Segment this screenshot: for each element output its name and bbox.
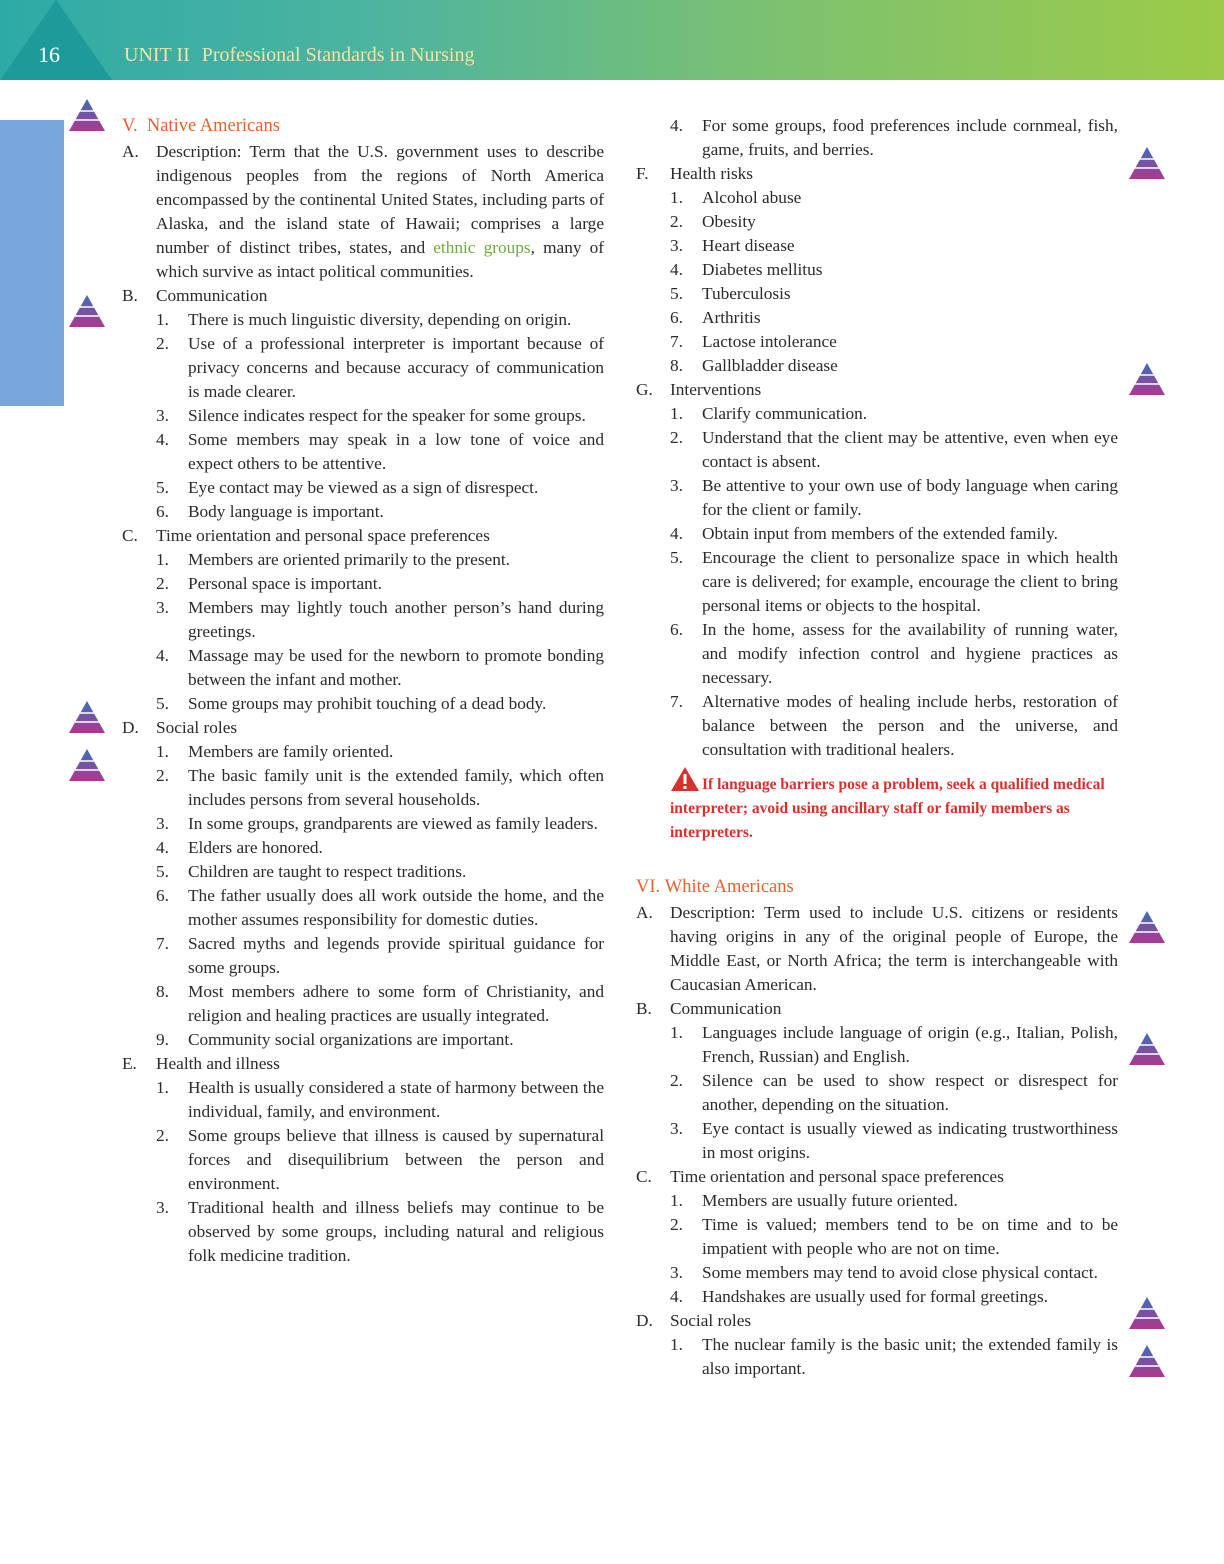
item-text: Obtain input from members of the extended family. [702,524,1058,543]
pyramid-icon [68,98,106,132]
list-item [122,692,604,716]
list-item [122,1076,604,1124]
item-number: 5. [670,548,683,567]
item-number: 1. [156,310,169,329]
subsection-title: Communication [670,999,782,1018]
item-text: There is much linguistic diversity, depending on origin. [188,310,572,329]
subsection-heading [636,378,1118,402]
item-text: Arthritis [702,308,761,327]
item-text: Massage may be used for the newborn to promote bonding between the infant and mother. [188,646,604,689]
subsection-label: B. [636,999,652,1018]
list-item [636,354,1118,378]
item-text: Eye contact is usually viewed as indicating trustworthiness in most origins. [702,1119,1118,1162]
list [122,308,604,524]
section-heading-white-americans [636,875,1118,899]
subsection-label: F. [636,164,649,183]
subsection-label: A. [122,142,139,161]
subsection-heading [122,284,604,308]
list [636,1021,1118,1165]
item-text: Alternative modes of healing include herbs, restoration of balance between the person and the universe, and consultation with traditional healers. [702,692,1118,759]
subsection-label: C. [122,526,138,545]
subsection-title: Social roles [670,1311,752,1330]
item-number: 3. [156,406,169,425]
item-number: 3. [670,1119,683,1138]
section-number: VI. [636,877,661,897]
item-text: Community social organizations are important. [188,1030,514,1049]
item-number: 1. [670,188,683,207]
list-item [636,1117,1118,1165]
item-text: Health is usually considered a state of harmony between the individual, family, and environment. [188,1078,604,1121]
list-item [122,404,604,428]
item-text: Be attentive to your own use of body language when caring for the client or family. [702,476,1118,519]
item-text: Members may lightly touch another person’s hand during greetings. [188,598,604,641]
description-text-pre: Description: Term that the U.S. government uses to describe indigenous peoples from the regions of North America encompassed by the continental United States, including parts of Alaska, and the island state of Hawaii; comprises a large number of distinct tribes, states, and [156,142,604,257]
list-item [636,1261,1118,1285]
list-item [636,426,1118,474]
list-item [122,644,604,692]
item-number: 2. [156,334,169,353]
list-item [636,258,1118,282]
unit-title [124,44,475,67]
subsection-label: A. [636,903,653,922]
item-number: 7. [670,692,683,711]
subsection-heading [636,162,1118,186]
item-number: 2. [670,1215,683,1234]
item-number: 5. [156,478,169,497]
list-item [636,234,1118,258]
item-number: 6. [156,502,169,521]
description-paragraph [122,140,604,284]
item-text: Use of a professional interpreter is important because of privacy concerns and because accuracy of communication is made clearer. [188,334,604,401]
list-item [122,476,604,500]
section-number: V. [122,116,138,136]
item-number: 9. [156,1030,169,1049]
item-number: 6. [156,886,169,905]
list-item [122,980,604,1028]
item-number: 4. [670,260,683,279]
subsection-heading [636,997,1118,1021]
pyramid-icon [68,748,106,782]
item-number: 2. [670,428,683,447]
item-number: 2. [156,766,169,785]
list-item [122,1196,604,1268]
pyramid-icon [1128,910,1166,944]
item-number: 1. [670,1191,683,1210]
list-item [636,114,1118,162]
list-item [122,860,604,884]
list-item [636,282,1118,306]
item-text: In the home, assess for the availability of running water, and modify infection control and hygiene practices as necessary. [702,620,1118,687]
warning-icon [670,766,700,792]
item-number: 1. [156,1078,169,1097]
item-text: Silence can be used to show respect or disrespect for another, depending on the situation. [702,1071,1118,1114]
pyramid-icon [1128,1296,1166,1330]
item-text: Some members may speak in a low tone of voice and expect others to be attentive. [188,430,604,473]
list [636,402,1118,762]
subsection-label: E. [122,1054,137,1073]
item-text: Lactose intolerance [702,332,837,351]
item-number: 4. [156,646,169,665]
list [122,740,604,1052]
item-text: Children are taught to respect traditions. [188,862,467,881]
item-number: 4. [156,430,169,449]
list-item [636,1213,1118,1261]
item-text: Members are usually future oriented. [702,1191,958,1210]
item-text: Personal space is important. [188,574,382,593]
subsection-heading [122,524,604,548]
list-item [122,740,604,764]
item-number: 1. [156,742,169,761]
list-item [636,1069,1118,1117]
left-column [122,114,604,1268]
item-text: Some groups may prohibit touching of a dead body. [188,694,547,713]
item-number: 3. [156,814,169,833]
page-header [0,0,1224,80]
page-number: 16 [38,42,60,67]
list-item [636,474,1118,522]
item-text: Alcohol abuse [702,188,802,207]
item-number: 3. [670,236,683,255]
item-text: Heart disease [702,236,795,255]
subsection-label: G. [636,380,653,399]
item-text: The nuclear family is the basic unit; the extended family is also important. [702,1335,1118,1378]
list-item [122,500,604,524]
description-text: Description: Term used to include U.S. citizens or residents having origins in any of the original people of Europe, the Middle East, or North Africa; the term is interchangeable with Caucasian American. [670,903,1118,994]
section-title: White Americans [664,877,794,897]
list-item [122,332,604,404]
description-text-post: , many of which survive as intact political communities. [156,238,605,281]
item-number: 4. [670,524,683,543]
list [636,186,1118,378]
list-item [636,522,1118,546]
item-number: 5. [156,694,169,713]
subsection-title: Social roles [156,718,238,737]
list-item [636,186,1118,210]
subsection-title: Time orientation and personal space preferences [670,1167,1004,1186]
list-item [636,1189,1118,1213]
subsection-heading [636,1309,1118,1333]
item-text: Tuberculosis [702,284,791,303]
item-text: Sacred myths and legends provide spiritual guidance for some groups. [188,934,604,977]
item-number: 6. [670,308,683,327]
subsection-heading [122,716,604,740]
item-number: 1. [670,404,683,423]
subsection-heading [122,1052,604,1076]
list-item [636,1021,1118,1069]
item-number: 6. [670,620,683,639]
item-text: Silence indicates respect for the speaker for some groups. [188,406,586,425]
item-text: For some groups, food preferences include cornmeal, fish, game, fruits, and berries. [702,116,1118,159]
ethnic-groups-link[interactable]: ethnic groups [433,238,531,257]
item-text: In some groups, grandparents are viewed as family leaders. [188,814,598,833]
pyramid-icon [1128,146,1166,180]
warning-callout [670,766,1118,845]
list [122,548,604,716]
item-text: Members are family oriented. [188,742,394,761]
item-number: 3. [156,598,169,617]
item-number: 8. [670,356,683,375]
item-text: Members are oriented primarily to the present. [188,550,510,569]
list-item [122,308,604,332]
item-text: Traditional health and illness beliefs may continue to be observed by some groups, including natural and religious folk medicine tradition. [188,1198,604,1265]
subsection-title: Communication [156,286,268,305]
item-number: 4. [670,1287,683,1306]
list-item [636,546,1118,618]
subsection-title: Health and illness [156,1054,280,1073]
item-number: 4. [156,838,169,857]
pyramid-icon [1128,362,1166,396]
header-triangle [0,0,112,80]
item-number: 4. [670,116,683,135]
list-item [636,1333,1118,1381]
pyramid-icon [1128,1032,1166,1066]
item-number: 7. [156,934,169,953]
item-number: 2. [670,212,683,231]
item-number: 3. [670,476,683,495]
list-item [636,306,1118,330]
unit-label: UNIT II [124,44,190,66]
item-number: 8. [156,982,169,1001]
list-item [636,1285,1118,1309]
unit-subtitle: Professional Standards in Nursing [201,44,475,66]
item-number: 5. [670,284,683,303]
list-item [636,690,1118,762]
subsection-heading [636,1165,1118,1189]
item-number: 3. [670,1263,683,1282]
item-text: Languages include language of origin (e.g., Italian, Polish, French, Russian) and English. [702,1023,1118,1066]
item-text: Obesity [702,212,756,231]
item-number: 1. [670,1023,683,1042]
item-text: Gallbladder disease [702,356,838,375]
item-text: Most members adhere to some form of Christianity, and religion and healing practices are usually integrated. [188,982,604,1025]
list-item [636,330,1118,354]
subsection-title: Health risks [670,164,754,183]
item-text: Some groups believe that illness is caused by supernatural forces and disequilibrium between the person and environment. [188,1126,604,1193]
item-number: 7. [670,332,683,351]
item-number: 1. [670,1335,683,1354]
subsection-title: Time orientation and personal space preferences [156,526,490,545]
item-text: Diabetes mellitus [702,260,823,279]
section-title: Native Americans [146,116,280,136]
pyramid-icon [68,294,106,328]
list-item [636,618,1118,690]
spacer [636,845,1118,875]
list [122,1076,604,1268]
pyramid-icon [68,700,106,734]
section-heading-native-americans [122,114,604,138]
list [636,1189,1118,1309]
item-text: Some members may tend to avoid close physical contact. [702,1263,1098,1282]
list-item [122,596,604,644]
right-column [636,114,1118,1381]
list-item [122,1028,604,1052]
subsection-label: B. [122,286,138,305]
item-number: 3. [156,1198,169,1217]
item-text: The father usually does all work outside the home, and the mother assumes responsibility for domestic duties. [188,886,604,929]
item-text: Encourage the client to personalize space in which health care is delivered; for example, encourage the client to bring personal items or objects to the hospital. [702,548,1118,615]
subsection-title: Interventions [670,380,762,399]
list-item [122,1124,604,1196]
item-text: Elders are honored. [188,838,323,857]
list-item [122,932,604,980]
warning-text: If language barriers pose a problem, seek a qualified medical interpreter; avoid using ancillary staff or family members as interpreters. [670,776,1105,841]
list-item [122,884,604,932]
list-item [122,764,604,812]
item-number: 5. [156,862,169,881]
item-text: Time is valued; members tend to be on time and to be impatient with people who are not on time. [702,1215,1118,1258]
subsection-label: D. [122,718,139,737]
item-number: 2. [670,1071,683,1090]
list [636,1333,1118,1381]
list-item [122,548,604,572]
item-number: 2. [156,574,169,593]
description-paragraph [636,901,1118,997]
item-text: Eye contact may be viewed as a sign of disrespect. [188,478,539,497]
list-item [122,428,604,476]
list-item [636,210,1118,234]
list-item [636,402,1118,426]
item-number: 2. [156,1126,169,1145]
subsection-label: C. [636,1167,652,1186]
item-text: Handshakes are usually used for formal greetings. [702,1287,1048,1306]
item-text: Clarify communication. [702,404,868,423]
item-number: 1. [156,550,169,569]
item-text: Understand that the client may be attentive, even when eye contact is absent. [702,428,1118,471]
list-item [122,836,604,860]
list-item [122,812,604,836]
pyramid-icon [1128,1344,1166,1378]
list-item [122,572,604,596]
subsection-label: D. [636,1311,653,1330]
item-text: The basic family unit is the extended family, which often includes persons from several households. [188,766,604,809]
item-text: Body language is important. [188,502,384,521]
sidebar-bar [0,120,64,406]
